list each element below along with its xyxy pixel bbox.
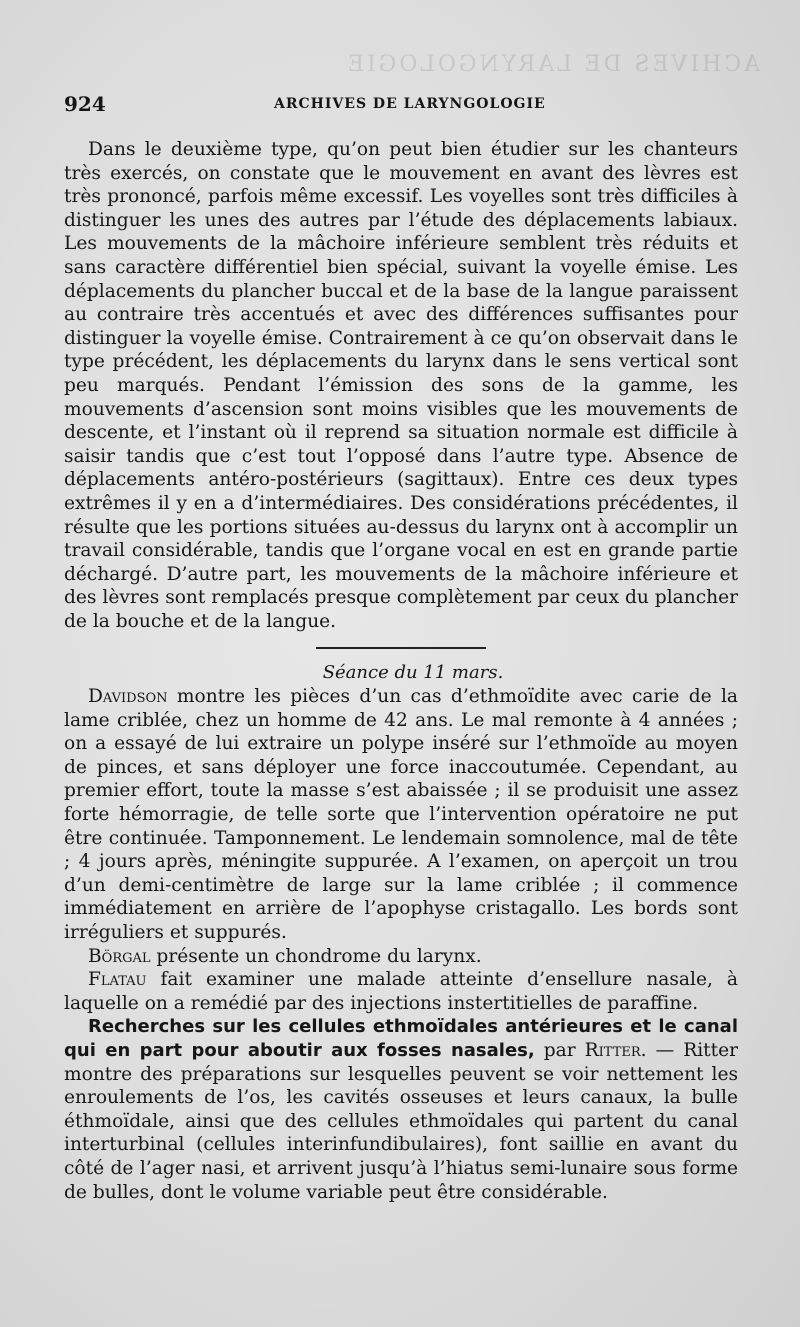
author-borgal: Börgal [88,945,151,967]
davidson-text: montre les pièces d’un cas d’ethmoïdite avec carie de la lame criblée, chez un homme de 42 ans. Le mal remonte à 4 années ; on a essayé de lui extraire un polype inséré sur l’ethmoïde au moyen de pinces, et sans déployer une force inaccoutumée. Cependant, au premier effort, toute la masse s’est abaissée ; il se produisit une assez forte hémorragie, de telle sorte que l’intervention opératoire ne put être continuée. Tamponnement. Le lendemain somnolence, mal de tête ; 4 jours après, méningite suppurée. A l’examen, on aperçoit un trou d’un demi-centimètre de large sur la lame criblée ; il commence immédiatement en arrière de l’apophyse cristagallo. Les bords sont irréguliers et suppurés. [64,686,738,943]
paragraph-second-type: Dans le deuxième type, qu’on peut bien étudier sur les chanteurs très exercés, on constate que le mouvement en avant des lèvres est très prononcé, parfois même excessif. Les voyelles sont très difficiles à distinguer les unes des autres par l’étude des déplacements labiaux. Les mouvements de la mâchoire inférieure semblent très réduits et sans caractère différentiel bien spécial, suivant la voyelle émise. Les déplacements du plancher buccal et de la base de la langue paraissent au contraire très accentués et avec des différences suffisantes pour distinguer la voyelle émise. Contrairement à ce qu’on observait dans le type précédent, les déplacements du larynx dans le sens vertical sont peu marqués. Pendant l’émission des sons de la gamme, les mouvements d’ascension sont moins visibles que les mouvements de descente, et l’instant où il reprend sa situation normale est difficile à saisir tandis que c’est tout l’opposé dans l’autre type. Absence de déplacements antéro-postérieurs (sagittaux). Entre ces deux types extrêmes il y en a d’intermédiaires. Des considérations précédentes, il résulte que les portions situées au-dessus du larynx ont à accomplir un travail considérable, tandis que l’organe vocal en est en grande partie déchargé. D’autre part, les mouvements de la mâchoire inférieure et des lèvres sont remplacés presque complètement par ceux du plancher de la bouche et de la langue. [64,139,738,632]
bleed-through-text: ACHIVES DE LARYNGOLOGIE [344,52,760,77]
paragraph-davidson [64,685,738,945]
section-divider [316,647,486,649]
body-text [64,138,738,1204]
borgal-text: présente un chondrome du larynx. [150,945,482,967]
seance-heading: Séance du 11 mars. [322,662,504,684]
running-head: ARCHIVES DE LARYNGOLOGIE [274,96,546,112]
paragraph-flatau [64,968,738,1015]
flatau-text: fait examiner une malade atteinte d’ensellure nasale, à laquelle on a remédié par des injections instertitielles de paraffine. [64,969,738,1014]
page-header [64,92,740,120]
ritter-text: — Ritter montre des préparations sur lesquelles peuvent se voir nettement les enroulements de l’os, les cavités osseuses et leurs canaux, la bulle éthmoïdale, ainsi que des cellules ethmoïdales qui partent du canal interturbinal (cellules interinfundibulaires), font saillie en avant du côté de l’ager nasi, et arrivent jusqu’à l’hiatus semi-lunaire sous forme de bulles, dont le volume variable peut être considérable. [64,1039,738,1203]
author-flatau: Flatau [88,969,147,991]
author-davidson: Davidson [88,686,168,708]
paragraph-ritter [64,1015,738,1204]
page-number: 924 [64,92,106,116]
paragraph-borgal [64,945,738,969]
ritter-par: par [534,1039,585,1061]
author-ritter: Ritter. [584,1039,647,1061]
ritter-title: Recherches sur les cellules ethmoïdales antérieures et le canal qui en part pour aboutir aux fosses nasales, [64,1016,738,1061]
